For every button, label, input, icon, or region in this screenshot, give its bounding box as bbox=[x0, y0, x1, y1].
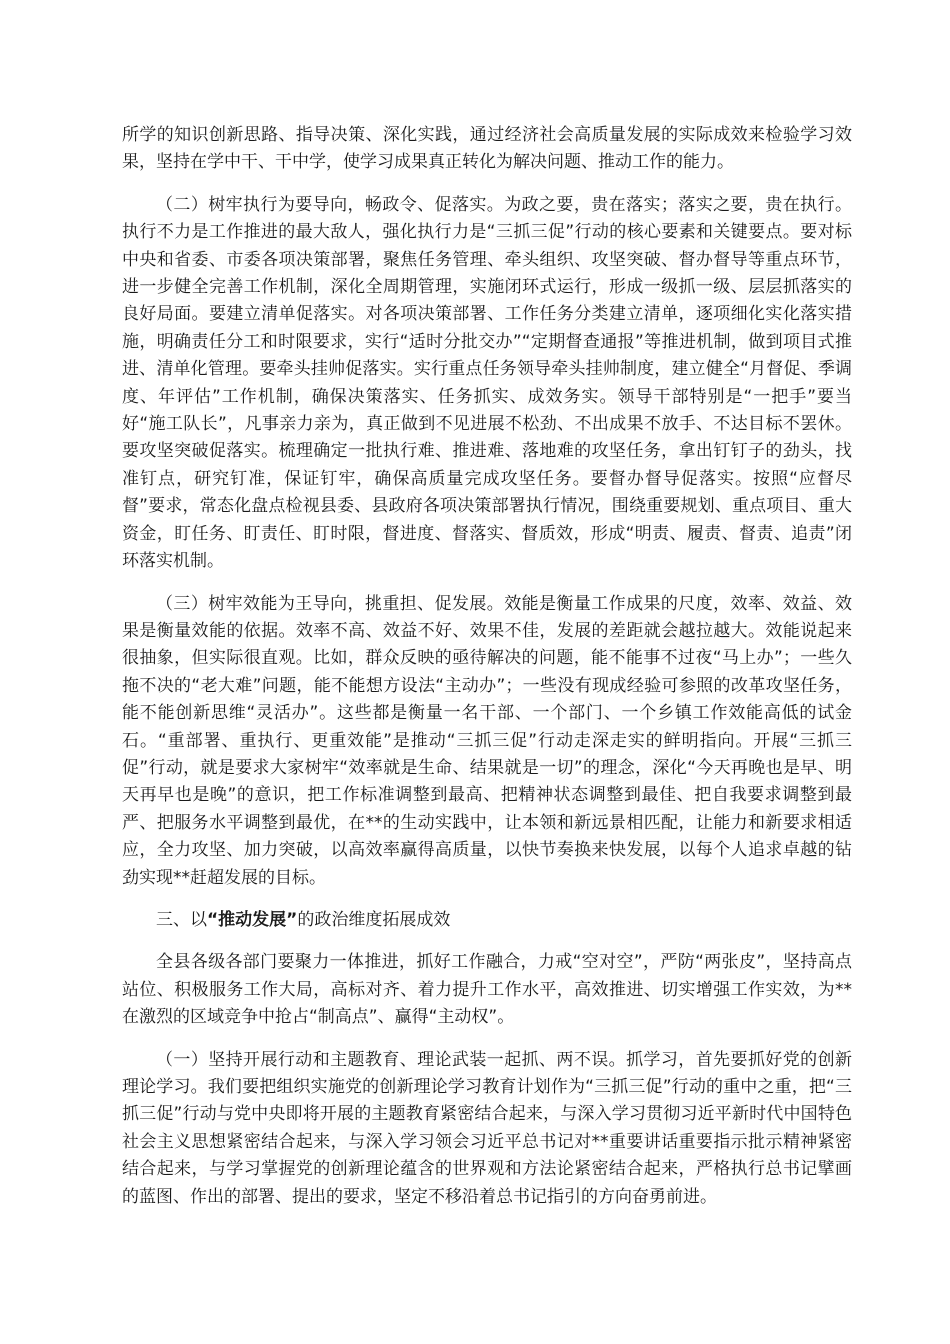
section-heading bbox=[122, 907, 852, 934]
paragraph-theme-education: （一）坚持开展行动和主题教育、理论武装一起抓、两不误。抓学习，首先要抓好党的创新理论学习。我们要把组织实施党的创新理论学习教育计划作为“三抓三促”行动的重中之重，把“三抓三促”行动与党中央即将开展的主题教育紧密结合起来，与深入学习贯彻习近平新时代中国特色社会主义思想紧密结合起来，与深入学习领会习近平总书记对**重要讲话重要指示批示精神紧密结合起来，与学习掌握党的创新理论蕴含的世界观和方法论紧密结合起来，严格执行总书记擘画的蓝图、作出的部署、提出的要求，坚定不移沿着总书记指引的方向奋勇前进。 bbox=[122, 1049, 852, 1207]
paragraph-efficiency-orientation: （三）树牢效能为王导向，挑重担、促发展。效能是衡量工作成果的尺度，效率、效益、效果是衡量效能的依据。效率不高、效益不好、效果不佳，发展的差距就会越拉越大。效能说起来很抽象，但实际很直观。比如，群众反映的亟待解决的问题，能不能事不过夜“马上办”；一些久拖不决的“老大难”问题，能不能想方设法“主动办”；一些没有现成经验可参照的改革攻坚任务，能不能创新思维“灵活办”。这些都是衡量一名干部、一个部门、一个乡镇工作效能高低的试金石。“重部署、重执行、更重效能”是推动“三抓三促”行动走深走实的鲜明指向。开展“三抓三促”行动，就是要求大家树牢“效率就是生命、结果就是一切”的理念，深化“今天再晚也是早、明天再早也是晚”的意识，把工作标准调整到最高、把精神状态调整到最佳、把自我要求调整到最严、把服务水平调整到最优，在**的生动实践中，让本领和新远景相匹配，让能力和新要求相适应，全力攻坚、加力突破，以高效率赢得高质量，以快节奏换来快发展，以每个人追求卓越的钻劲实现**赶超发展的目标。 bbox=[122, 593, 852, 888]
document-body bbox=[122, 122, 852, 1226]
paragraph-section-intro: 全县各级各部门要聚力一体推进，抓好工作融合，力戒“空对空”，严防“两张皮”，坚持高点站位、积极服务工作大局，高标对齐、着力提升工作水平，高效推进、切实增强工作实效，为**在激烈的区域竞争中抢占“制高点”、赢得“主动权”。 bbox=[122, 952, 852, 1028]
section-heading-suffix: 的政治维度拓展成效 bbox=[297, 909, 451, 930]
section-heading-bold: “推动发展” bbox=[207, 909, 298, 930]
paragraph-continuation: 所学的知识创新思路、指导决策、深化实践，通过经济社会高质量发展的实际成效来检验学习效果，坚持在学中干、干中学，使学习成果真正转化为解决问题、推动工作的能力。 bbox=[122, 125, 852, 173]
section-heading-prefix: 三、以 bbox=[156, 909, 207, 930]
paragraph-execution-orientation: （二）树牢执行为要导向，畅政令、促落实。为政之要，贵在落实；落实之要，贵在执行。执行不力是工作推进的最大敌人，强化执行力是“三抓三促”行动的核心要素和关键要点。要对标中央和省委、市委各项决策部署，聚焦任务管理、牵头组织、攻坚突破、督办督导等重点环节，进一步健全完善工作机制，深化全周期管理，实施闭环式运行，形成一级抓一级、层层抓落实的良好局面。要建立清单促落实。对各项决策部署、工作任务分类建立清单，逐项细化实化落实措施，明确责任分工和时限要求，实行“适时分批交办”“定期督查通报”等推进机制，做到项目式推进、清单化管理。要牵头挂帅促落实。实行重点任务领导牵头挂帅制度，建立健全“月督促、季调度、年评估”工作机制，确保决策落实、任务抓实、成效务实。领导干部特别是“一把手”要当好“施工队长”，凡事亲力亲为，真正做到不见进展不松劲、不出成果不放手、不达目标不罢休。要攻坚突破促落实。梳理确定一批执行难、推进难、落地难的攻坚任务，拿出钉钉子的劲头，找准钉点，研究钉准，保证钉牢，确保高质量完成攻坚任务。要督办督导促落实。按照“应督尽督”要求，常态化盘点检视县委、县政府各项决策部署执行情况，围绕重要规划、重点项目、重大资金，盯任务、盯责任、盯时限，督进度、督落实、督质效，形成“明责、履责、督责、追责”闭环落实机制。 bbox=[122, 194, 852, 572]
